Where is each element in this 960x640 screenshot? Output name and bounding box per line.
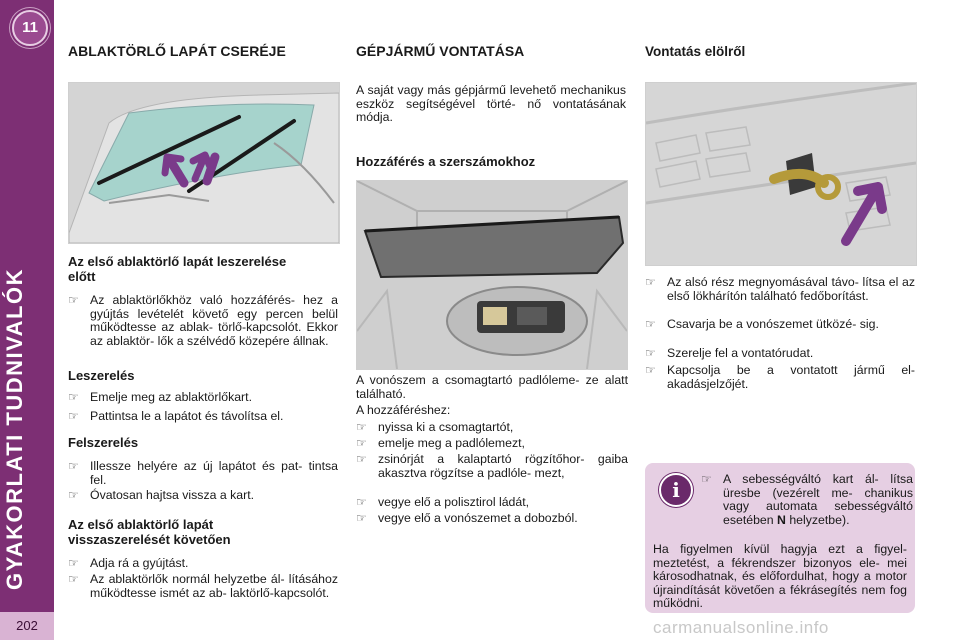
- chapter-number: 11: [22, 19, 38, 36]
- page-number-box: [0, 612, 54, 640]
- chapter-badge: [12, 10, 48, 46]
- info-bullet-tail: helyzetbe).: [785, 512, 850, 527]
- before-removal-heading: Az első ablaktörlő lapát leszerelése előtt: [68, 254, 287, 284]
- tow-eye-location: A vonószem a csomagtartó padlóleme- ze alatt található.: [356, 373, 628, 401]
- chapter-sidebar: [0, 0, 54, 640]
- info-bullet-text: A sebességváltó kart ál- lítsa üresbe (vezérelt me- chanikus vagy automata sebességváltó esetében: [723, 472, 913, 527]
- chapter-title-vertical: [2, 268, 52, 600]
- install-bullet-1: ☞ Illessze helyére az új lapátot és pat- tintsa fel.: [68, 460, 338, 487]
- towing-title: GÉPJÁRMŰ VONTATÁSA: [356, 43, 525, 59]
- access-bullet-1: ☞ nyissa ki a csomagtartót,: [356, 421, 628, 435]
- after-install-heading: Az első ablaktörlő lapát visszaszerelését követően: [68, 517, 231, 547]
- tool-access-heading: Hozzáférés a szerszámokhoz: [356, 154, 536, 169]
- page-number: 202: [16, 618, 38, 633]
- front-towing-bullet-2: ☞ Csavarja be a vonószemet ütközé- sig.: [645, 318, 915, 332]
- access-bullet-2: ☞ emelje meg a padlólemezt,: [356, 437, 628, 451]
- watermark: carmanualsonline.info: [653, 618, 829, 637]
- front-towing-bullet-4: ☞ Kapcsolja be a vontatott jármű el- akadásjelzőjét.: [645, 364, 915, 391]
- removal-bullet-1: ☞ Emelje meg az ablaktörlőkart.: [68, 391, 338, 405]
- warning-info-box: [645, 463, 915, 613]
- towing-intro: A saját vagy más gépjármű levehető mechanikus eszköz segítségével törté- nő vontatásának módja.: [356, 83, 626, 125]
- front-towing-bullet-3: ☞ Szerelje fel a vontatórudat.: [645, 347, 915, 361]
- removal-bullet-2: ☞ Pattintsa le a lapátot és távolítsa el.: [68, 410, 338, 424]
- wiper-title: ABLAKTÖRLŐ LAPÁT CSERÉJE: [68, 43, 286, 59]
- access-bullet-4: ☞ vegye elő a polisztirol ládát,: [356, 496, 628, 510]
- after-bullet-1: ☞ Adja rá a gyújtást.: [68, 557, 338, 571]
- after-bullet-2: ☞ Az ablaktörlők normál helyzetbe ál- lításához működtesse ismét az ab- laktörlő-kapcsolót.: [68, 573, 338, 600]
- access-bullet-5: ☞ vegye elő a vonószemet a dobozból.: [356, 512, 646, 526]
- info-paragraph: Ha figyelmen kívül hagyja ezt a figyel- meztetést, a fékrendszer bizonyos ele- mei károsodhatnak, és előfordulhat, hogy a motor újraindítását követően a fékrásegítés nem fog működni.: [653, 542, 907, 611]
- info-bullet: [701, 473, 913, 527]
- gear-position: N: [777, 512, 786, 527]
- chapter-title-text: GYAKORLATI TUDNIVALÓK: [2, 268, 27, 590]
- info-icon: i: [659, 473, 693, 507]
- removal-heading: Leszerelés: [68, 368, 135, 383]
- install-heading: Felszerelés: [68, 435, 139, 450]
- access-bullet-3: ☞ zsinórját a kalaptartó rögzítőhor- gaiba akasztva rögzítse a padlóle- mezt,: [356, 453, 628, 480]
- install-bullet-2: ☞ Óvatosan hajtsa vissza a kart.: [68, 489, 338, 503]
- windscreen-wiper-illustration: [68, 82, 340, 244]
- access-intro: A hozzáféréshez:: [356, 403, 451, 417]
- before-removal-bullet: ☞ Az ablaktörlőkhöz való hozzáférés- hez a gyújtás levételét követő egy percen belül működtesse az ablak- törlő-kapcsolót. Ekkor az ablaktör- lők a szélvédő közepére állnak.: [68, 294, 338, 348]
- front-towing-title: Vontatás elölről: [645, 44, 746, 59]
- front-towing-illustration: [645, 82, 917, 266]
- boot-floor-illustration: [356, 180, 628, 370]
- front-towing-bullet-1: ☞ Az alsó rész megnyomásával távo- lítsa el az első lökhárítón található fedőborítást.: [645, 276, 915, 303]
